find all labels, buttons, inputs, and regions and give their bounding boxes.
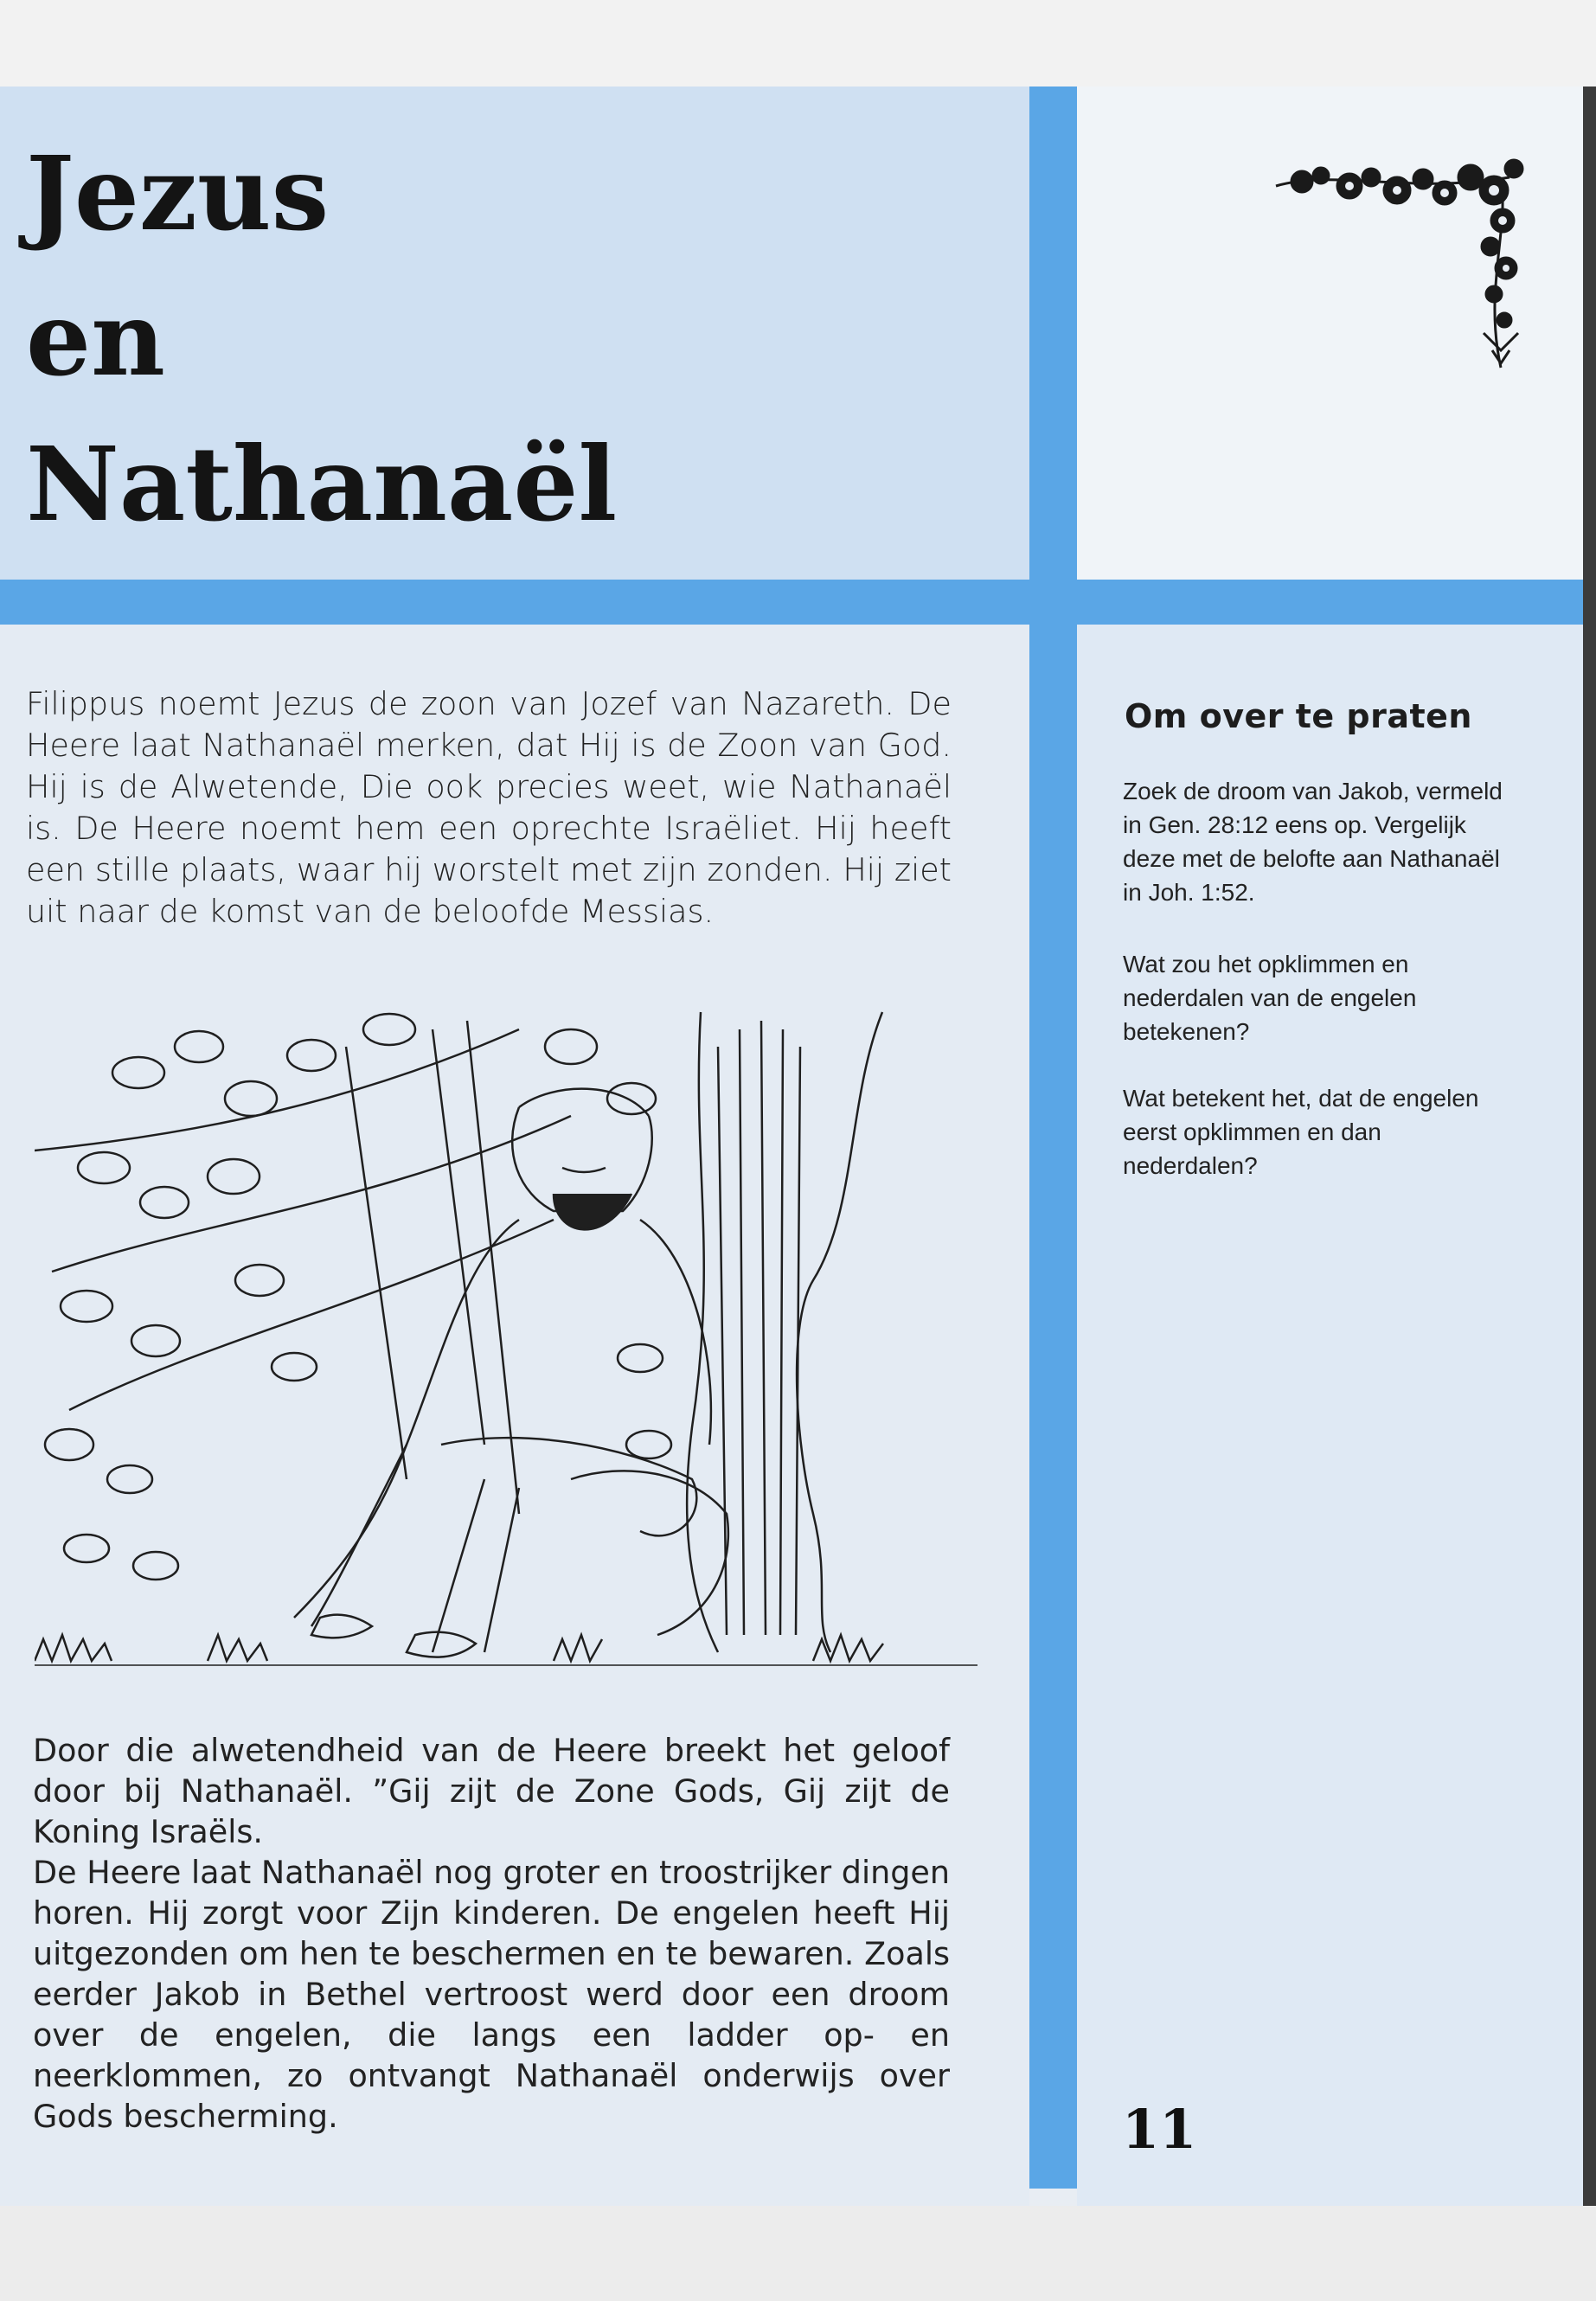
- discussion-question-1: Zoek de droom van Jakob, vermeld in Gen. 28:12 eens op. Vergelijk deze met de belofte aan Nathanaël in Joh. 1:52.: [1123, 778, 1503, 906]
- closing-paragraph-1: Door die alwetendheid van de Heere breekt het geloof door bij Nathanaël. ”Gij zijt de Zone Gods, Gij zijt de Koning Israëls.: [33, 1732, 950, 1850]
- page-edge-strip: [1583, 87, 1596, 2206]
- page-number: 11: [1122, 2098, 1197, 2161]
- discussion-question-2: Wat zou het opklimmen en nederdalen van de engelen betekenen?: [1123, 951, 1417, 1045]
- floral-corner-ornament-icon: [1267, 151, 1527, 376]
- page-top-band: [0, 0, 1596, 87]
- closing-paragraph-2: De Heere laat Nathanaël nog groter en troostrijker dingen horen. Hij zorgt voor Zijn kinderen. De engelen heeft Hij uitgezonden om hen te beschermen en te bewaren. Zoals eerder Jakob in Bethel vertroost werd door een droom over de engelen, die langs een ladder op- en neerklommen, zo ontvangt Nathanaël onderwijs over Gods bescherming.: [33, 1854, 950, 2135]
- closing-text: [33, 1730, 950, 2137]
- discussion-question-3: Wat betekent het, dat de engelen eerst opklimmen en dan nederdalen?: [1123, 1085, 1479, 1179]
- page-bottom-edge: [0, 2206, 1596, 2301]
- vertical-divider-bar: [1029, 87, 1077, 2189]
- horizontal-divider-bar: [0, 580, 1583, 625]
- page-title: [26, 121, 617, 557]
- title-line-2: en: [26, 279, 165, 399]
- sidebar-heading: Om over te praten: [1125, 697, 1472, 735]
- title-line-1: Jezus: [26, 133, 330, 253]
- intro-paragraph: Filippus noemt Jezus de zoon van Jozef van Nazareth. De Heere laat Nathanaël merken, dat Hij is de Zoon van God. Hij is de Alwetende, Die ook precies weet, wie Nathanaël is. De Heere noemt hem een oprechte Israëliet. Hij heeft een stille plaats, waar hij worstelt met zijn zonden. Hij ziet uit naar de komst van de beloofde Messias.: [26, 685, 952, 930]
- man-under-tree-illustration: [35, 995, 977, 1687]
- book-page: [0, 87, 1583, 2206]
- title-line-3: Nathanaël: [26, 424, 618, 544]
